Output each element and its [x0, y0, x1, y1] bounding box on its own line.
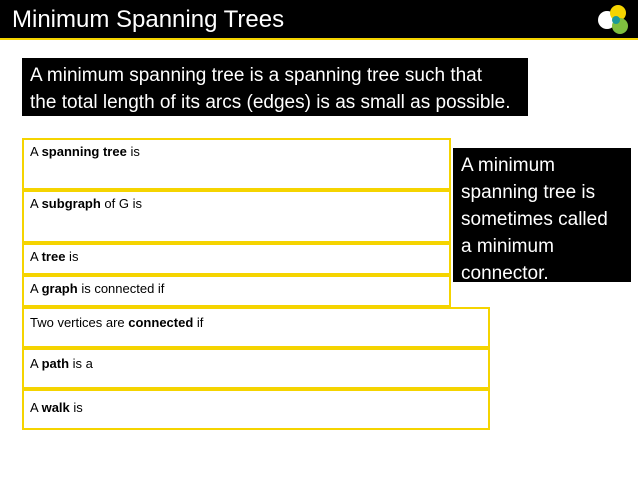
- definition-prefix: A: [30, 356, 42, 371]
- definition-term: subgraph: [41, 196, 101, 211]
- definition-suffix: is connected if: [77, 281, 165, 296]
- definition-term: spanning tree: [41, 144, 127, 159]
- definition-suffix: is a: [69, 356, 93, 371]
- note-line: a minimum: [461, 236, 554, 257]
- note-line: sometimes called: [461, 209, 608, 230]
- definition-prefix: A: [30, 196, 42, 211]
- definition-prefix: Two vertices are: [30, 315, 129, 330]
- intro-definition: [22, 58, 528, 116]
- minimum-connector-note: [453, 148, 631, 282]
- definition-term: path: [41, 356, 70, 371]
- definition-term: connected: [128, 315, 194, 330]
- note-line: spanning tree is: [461, 182, 596, 203]
- definition-prefix: A: [30, 400, 42, 415]
- definition-suffix: is: [65, 249, 79, 264]
- definition-box-path[interactable]: [22, 348, 490, 389]
- note-line: A minimum: [461, 155, 555, 176]
- overlapping-circles-logo-icon: [596, 4, 632, 36]
- definition-suffix: of G is: [100, 196, 142, 211]
- definition-prefix: A: [30, 144, 42, 159]
- slide-title: Minimum Spanning Trees: [12, 6, 285, 33]
- definition-prefix: A: [30, 281, 42, 296]
- definition-box-spanning-tree[interactable]: [22, 138, 451, 190]
- definition-term: tree: [41, 249, 66, 264]
- definition-box-subgraph[interactable]: [22, 190, 451, 243]
- note-line: connector.: [461, 263, 549, 284]
- definition-term: graph: [41, 281, 78, 296]
- definition-box-graph[interactable]: [22, 275, 451, 307]
- intro-line-2: the total length of its arcs (edges) is as small as possible.: [30, 92, 511, 113]
- definition-suffix: is: [126, 144, 140, 159]
- intro-line-1: A minimum spanning tree is a spanning tree such that: [30, 65, 483, 86]
- definition-suffix: is: [69, 400, 83, 415]
- definition-prefix: A: [30, 249, 42, 264]
- definition-box-walk[interactable]: [22, 389, 490, 430]
- title-bar: [0, 0, 638, 40]
- definition-suffix: if: [193, 315, 204, 330]
- definition-box-connected[interactable]: [22, 307, 490, 348]
- definition-term: walk: [41, 400, 70, 415]
- definition-box-tree[interactable]: [22, 243, 451, 275]
